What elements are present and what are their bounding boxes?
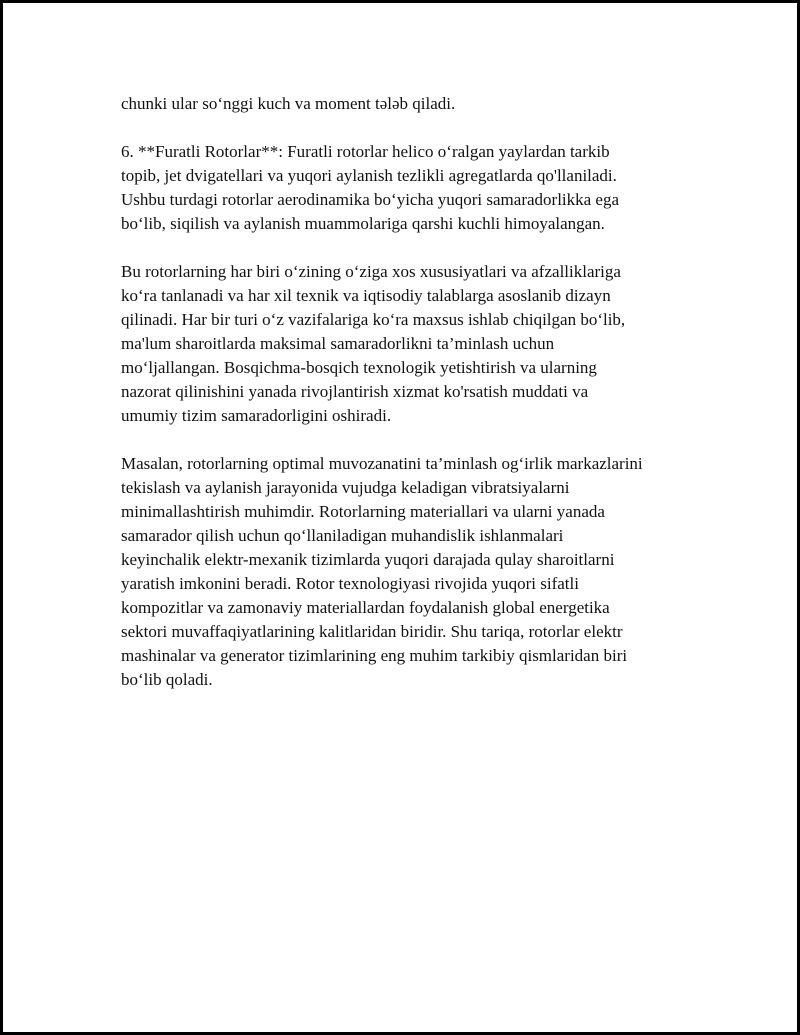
text-line: chunki ular so‘nggi kuch va moment tələb qiladi. xyxy=(121,94,456,113)
text-line: topib, jet dvigatellari va yuqori aylanish tezlikli agregatlarda qo'llaniladi. xyxy=(121,166,617,185)
text-line: keyinchalik elektr-mexanik tizimlarda yuqori darajada qulay sharoitlarni xyxy=(121,550,615,569)
text-line: mashinalar va generator tizimlarining eng muhim tarkibiy qismlaridan biri xyxy=(121,646,628,665)
text-line: qilinadi. Har bir turi o‘z vazifalariga ko‘ra maxsus ishlab chiqilgan bo‘lib, xyxy=(121,310,626,329)
text-line: minimallashtirish muhimdir. Rotorlarning materiallari va ularni yanada xyxy=(121,502,605,521)
text-line: nazorat qilinishini yanada rivojlantirish xizmat ko'rsatish muddati va xyxy=(121,382,589,401)
text-line: Ushbu turdagi rotorlar aerodinamika bo‘yicha yuqori samaradorlikka ega xyxy=(121,190,620,209)
paragraph-rotor-balance xyxy=(121,452,701,692)
text-line: Bu rotorlarning har biri o‘zining o‘ziga xos xususiyatlari va afzalliklariga xyxy=(121,262,621,281)
text-line: mo‘ljallangan. Bosqichma-bosqich texnologik yetishtirish va ularning xyxy=(121,358,597,377)
text-line: Masalan, rotorlarning optimal muvozanatini ta’minlash og‘irlik markazlarini xyxy=(121,454,643,473)
text-line: samarador qilish uchun qo‘llaniladigan muhandislik ishlanmalari xyxy=(121,526,564,545)
text-line: 6. **Furatli Rotorlar**: Furatli rotorlar helico o‘ralgan yaylardan tarkib xyxy=(121,142,610,161)
text-line: ko‘ra tanlanadi va har xil texnik va iqtisodiy talablarga asoslanib dizayn xyxy=(121,286,611,305)
text-line: ma'lum sharoitlarda maksimal samaradorlikni ta’minlash uchun xyxy=(121,334,555,353)
paragraph-continuation xyxy=(121,92,701,116)
text-line: yaratish imkonini beradi. Rotor texnologiyasi rivojida yuqori sifatli xyxy=(121,574,579,593)
paragraph-furatli-rotorlar xyxy=(121,140,701,236)
text-line: umumiy tizim samaradorligini oshiradi. xyxy=(121,406,392,425)
text-line: sektori muvaffaqiyatlarining kalitlaridan biridir. Shu tariqa, rotorlar elektr xyxy=(121,622,623,641)
paragraph-rotor-selection xyxy=(121,260,701,428)
document-body xyxy=(121,92,701,716)
text-line: bo‘lib, siqilish va aylanish muammolariga qarshi kuchli himoyalangan. xyxy=(121,214,605,233)
text-line: bo‘lib qoladi. xyxy=(121,670,213,689)
text-line: tekislash va aylanish jarayonida vujudga keladigan vibratsiyalarni xyxy=(121,478,570,497)
text-line: kompozitlar va zamonaviy materiallardan foydalanish global energetika xyxy=(121,598,610,617)
